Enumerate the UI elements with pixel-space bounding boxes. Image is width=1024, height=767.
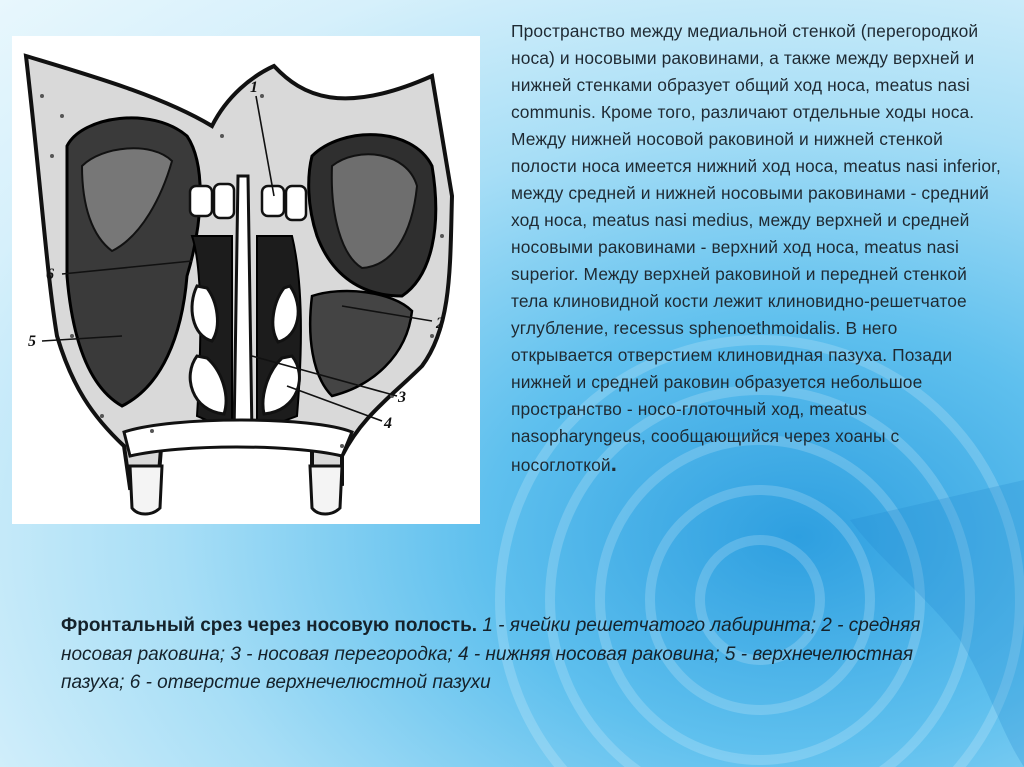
anatomy-figure — [12, 36, 480, 524]
figure-label-5: 5 — [28, 333, 36, 350]
figure-label-2: 2 — [436, 315, 444, 332]
figure-label-4: 4 — [384, 415, 392, 432]
description-paragraph — [511, 18, 1001, 479]
caption-title: Фронтальный срез через носовую полость. — [61, 615, 478, 636]
figure-label-3: 3 — [398, 389, 406, 406]
figure-label-1: 1 — [250, 79, 258, 96]
caption-legend: 1 - ячейки решетчатого лабиринта; 2 - средняя носовая раковина; 3 - носовая перегородка; 4 - нижняя носовая раковина; 5 - верхнечелюстная пазуха; 6 - отверстие верхнечелюстной пазухи — [61, 615, 921, 693]
figure-label-6: 6 — [46, 266, 54, 283]
nasal-cavity-section-illustration — [12, 36, 480, 524]
description-end-mark: . — [610, 451, 617, 476]
description-text: Пространство между медиальной стенкой (перегородкой носа) и носовыми раковинами, а также между верхней и нижней стенками образует общий ход носа, meatus nasi communis. Кроме того, различают отдельные ходы носа. Между нижней носовой раковиной и нижней стенкой полости носа имеется нижний ход носа, meatus nasi inferior, между средней и нижней носовыми раковинами - средний ход носа, meatus nasi medius, между верхней и средней носовыми раковинами - верхний ход носа, meatus nasi superior. Между верхней раковиной и передней стенкой тела клиновидной кости лежит клиновидно-решетчатое углубление, recessus sphenoethmoidalis. В него открывается отверстием клиновидная пазуха. Позади нижней и средней раковин образуется небольшое пространство - носо-глоточный ход, meatus nasopharyngeus, сообщающийся через хоаны с носоглоткой — [511, 21, 1001, 475]
figure-caption — [61, 612, 941, 698]
